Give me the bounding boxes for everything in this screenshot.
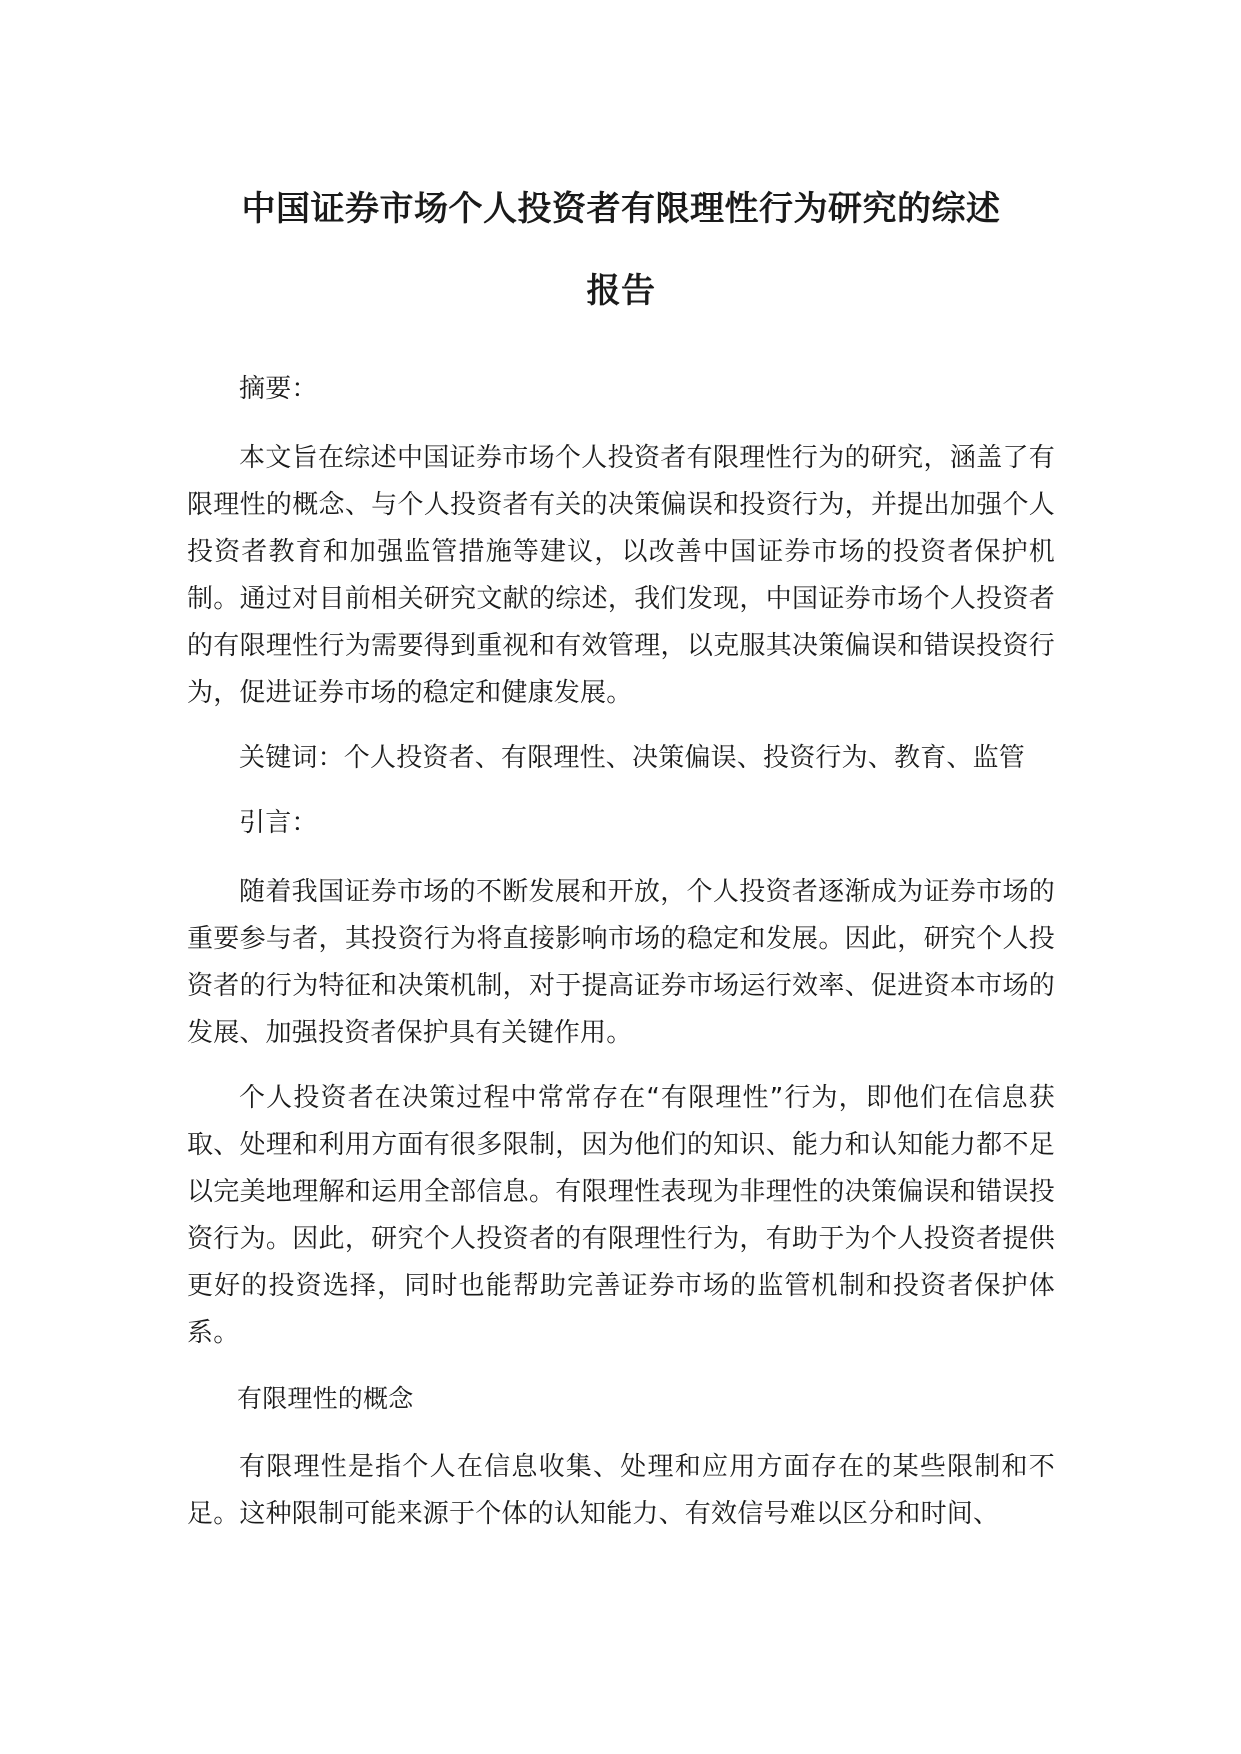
introduction-label: 引言：	[239, 808, 318, 838]
title-line-1: 中国证券市场个人投资者有限理性行为研究的综述	[241, 189, 1001, 229]
keywords-paragraph: 关键词：个人投资者、有限理性、决策偏误、投资行为、教育、监管	[239, 743, 1026, 773]
abstract-label: 摘要：	[239, 374, 318, 404]
abstract-paragraph: 本文旨在综述中国证券市场个人投资者有限理性行为的研究，涵盖了有限理性的概念、与个人投资者有关的决策偏误和投资行为，并提出加强个人投资者教育和加强监管措施等建议，以改善中国证券市场的投资者保护机制。通过对目前相关研究文献的综述，我们发现，中国证券市场个人投资者的有限理性行为需要得到重视和有效管理，以克服其决策偏误和错误投资行为，促进证券市场的稳定和健康发展。	[187, 443, 1055, 708]
title-line-2: 报告	[586, 271, 656, 311]
section-heading-bounded-rationality: 有限理性的概念	[237, 1384, 414, 1413]
introduction-paragraph-2: 个人投资者在决策过程中常常存在“有限理性”行为，即他们在信息获取、处理和利用方面有很多限制，因为他们的知识、能力和认知能力都不足以完美地理解和运用全部信息。有限理性表现为非理性的决策偏误和错误投资行为。因此，研究个人投资者的有限理性行为，有助于为个人投资者提供更好的投资选择，同时也能帮助完善证券市场的监管机制和投资者保护体系。	[187, 1083, 1055, 1348]
section-1-paragraph-1: 有限理性是指个人在信息收集、处理和应用方面存在的某些限制和不足。这种限制可能来源于个体的认知能力、有效信号难以区分和时间、	[187, 1452, 1055, 1529]
document-page	[187, 0, 1055, 1556]
document-title	[187, 0, 1055, 332]
introduction-paragraph-1: 随着我国证券市场的不断发展和开放，个人投资者逐渐成为证券市场的重要参与者，其投资行为将直接影响市场的稳定和发展。因此，研究个人投资者的行为特征和决策机制，对于提高证券市场运行效率、促进资本市场的发展、加强投资者保护具有关键作用。	[187, 877, 1055, 1048]
document-body	[187, 366, 1055, 1538]
